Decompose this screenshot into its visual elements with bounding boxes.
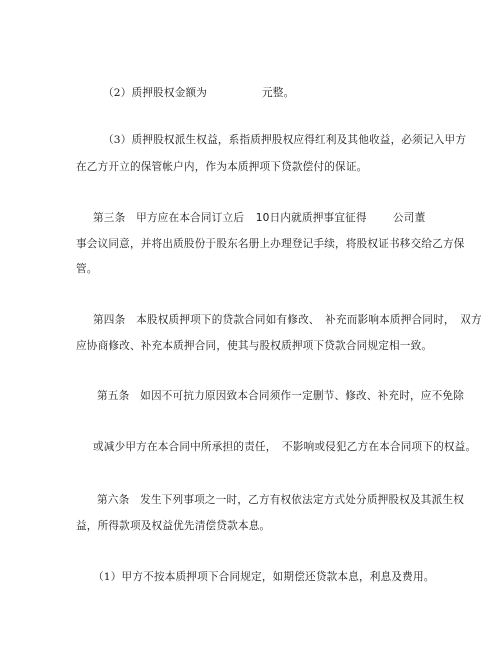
- article-6-text-1: 第六条 发生下列事项之一时，乙方有权依法定方式处分质押股权及其派生权: [97, 494, 464, 506]
- derived-rights-text-2: 在乙方开立的保管帐户内，作为本质押项下贷款偿付的保证。: [76, 161, 368, 173]
- article-4-line-2: [76, 339, 432, 353]
- article-5-line-1: [97, 389, 464, 403]
- article-5-text-1: 第五条 如因不可抗力原因致本合同须作一定删节、修改、补充时，应不免除: [97, 390, 464, 402]
- article-3-line-1: [93, 211, 367, 225]
- article-3-text-c: 公司董: [393, 212, 426, 224]
- pledge-amount-suffix-line: [262, 86, 294, 100]
- article-3-text-3: 管。: [76, 263, 98, 275]
- pledge-amount-line: [103, 86, 207, 100]
- article-3-text-a: 第三条 甲方应在本合同订立后: [93, 212, 245, 224]
- article-3-days-number: 10: [255, 212, 270, 224]
- article-3-text-b: 日内就质押事宜征得: [269, 212, 367, 224]
- article-3-text-2: 事会议同意，并将出质股份于股东名册上办理登记手续，将股权证书移交给乙方保: [76, 238, 465, 250]
- pledge-amount-label: （2）质押股权金额为: [103, 87, 208, 99]
- condition-1-text: （1）甲方不按本质押项下合同规定，如期偿还贷款本息，利息及费用。: [93, 571, 435, 583]
- article-6-line-1: [97, 493, 464, 507]
- article-6-line-2: [76, 519, 270, 533]
- article-4-text-1: 第四条 本股权质押项下的贷款合同如有修改、 补充而影响本质押合同时， 双方: [93, 314, 482, 326]
- article-3-line-3: [76, 262, 98, 276]
- pledge-amount-suffix: 元整。: [262, 87, 295, 99]
- article-4-text-2: 应协商修改、补充本质押合同，使其与股权质押项下贷款合同规定相一致。: [76, 340, 433, 352]
- article-4-line-1: [93, 313, 482, 327]
- article-3-line-1-end: [393, 211, 425, 225]
- article-5-line-2: [93, 440, 476, 454]
- derived-rights-line-2: [76, 160, 367, 174]
- derived-rights-text-1: （3）质押股权派生权益，系指质押股权应得红利及其他收益，必须记入甲方: [103, 134, 467, 146]
- article-6-text-2: 益，所得款项及权益优先清偿贷款本息。: [76, 520, 271, 532]
- derived-rights-line-1: [103, 133, 466, 147]
- article-5-text-2: 或减少甲方在本合同中所承担的责任， 不影响或侵犯乙方在本合同项下的权益。: [93, 441, 477, 453]
- condition-1-line: [93, 570, 435, 584]
- article-3-line-2: [76, 237, 465, 251]
